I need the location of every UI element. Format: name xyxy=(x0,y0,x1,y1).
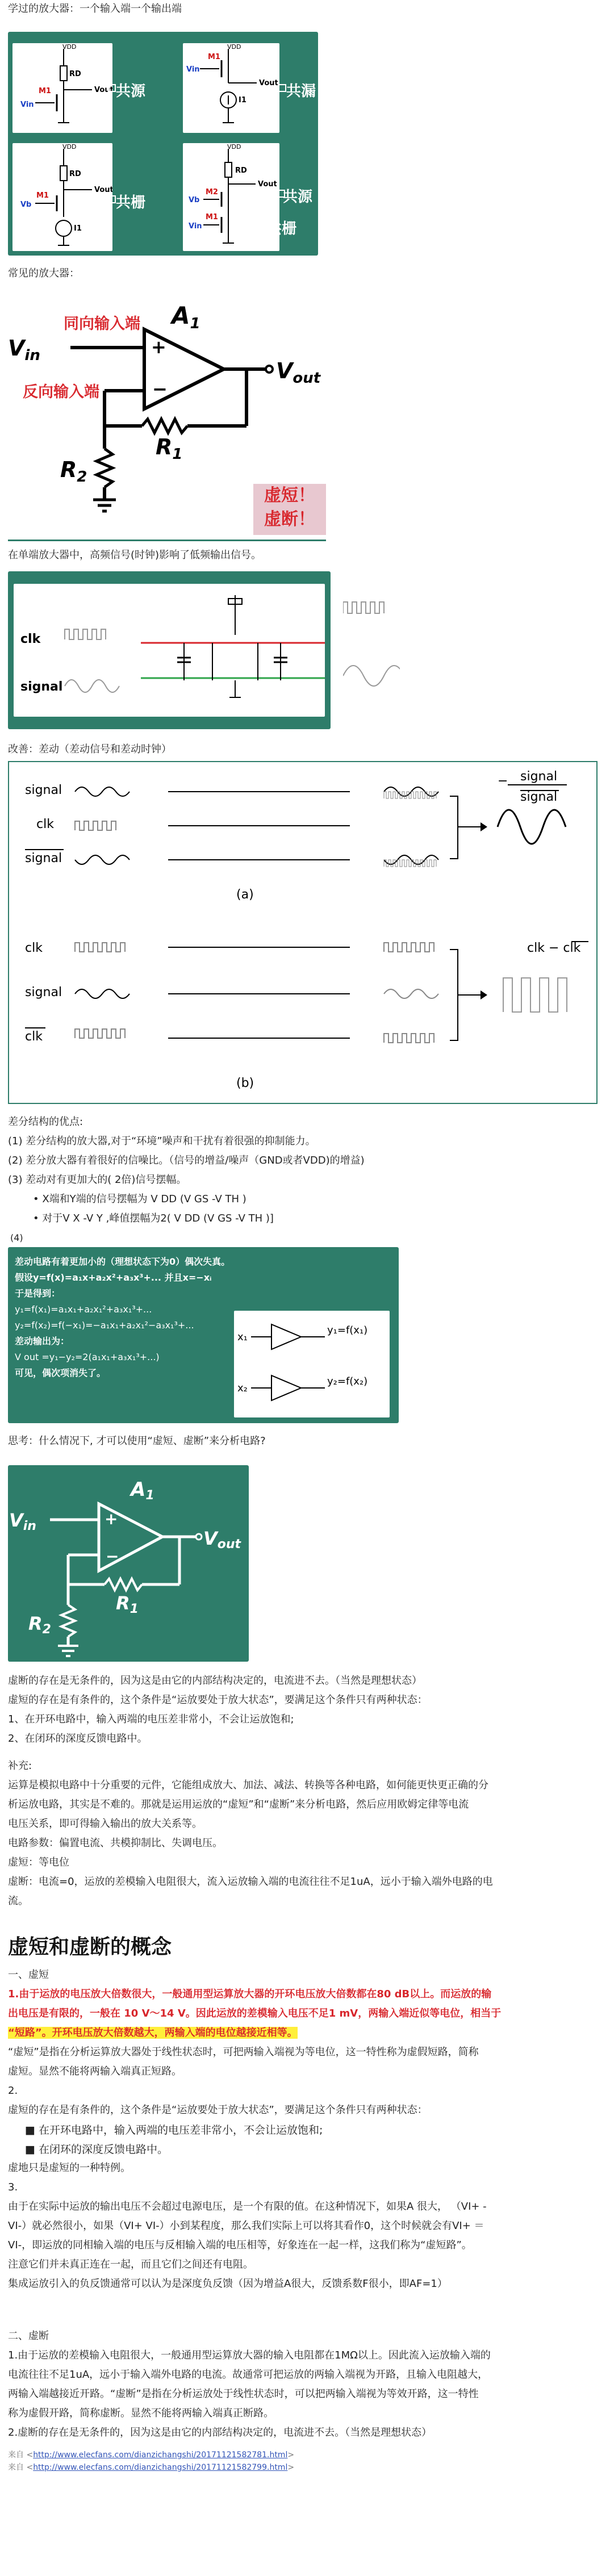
vs-number-2: 2. xyxy=(8,2085,18,2097)
distortion-derivation xyxy=(15,1254,230,1381)
virtual-open-text: 虚断！ xyxy=(264,509,315,529)
m1-label: M1 xyxy=(39,87,51,95)
a1-label: A1 xyxy=(172,302,200,332)
vs-para-2c xyxy=(25,2141,168,2156)
minus-icon: − xyxy=(498,774,508,788)
minus-sign: − xyxy=(152,378,168,400)
bullet-icon: ■ xyxy=(25,2124,39,2136)
vo-para-1c: 两输入端越接近开路。“虚断”是指在分析运放处于线性状态时，可以把两输入端视为等效开路，这一特性 xyxy=(8,2388,479,2400)
vs-para-2c-text: 在闭环的深度反馈电路中。 xyxy=(39,2143,169,2156)
eq-bottom-label: signal xyxy=(520,790,558,804)
vout-label: $V_{out}$ xyxy=(276,358,321,387)
vout-label: Vout xyxy=(203,1528,241,1552)
source-1-link[interactable]: http://www.elecfans.com/dianzichangshi/20171121582781.html xyxy=(33,2450,288,2460)
source-1-label: 来自 < xyxy=(8,2450,34,2460)
vdd-label: VDD xyxy=(62,43,77,51)
advantage-1: (1) 差分结构的放大器,对于“环境”噪声和干扰有着很强的抑制能力。 xyxy=(8,1135,316,1147)
rd-label: RD xyxy=(235,166,247,175)
single-ended-amplifier-panel xyxy=(8,32,318,256)
vdd-label: VDD xyxy=(62,143,77,150)
cascode-label-cs: 共源 xyxy=(283,189,313,206)
heading-single-ended-clock: 在单端放大器中，高频信号(时钟)影响了低频输出信号。 xyxy=(8,549,262,561)
heading-differential: 改善：差动（差动信号和差动时钟） xyxy=(8,743,172,755)
clock-coupling-schematic xyxy=(14,584,325,717)
vo-para-1d: 称为虚假开路，简称虚断。显然不能将两输入端真正断路。 xyxy=(8,2407,274,2419)
vs-para-1d: “虚短”是指在分析运算放大器处于线性状态时，可把两输入端视为等电位，这一特性称为虚假短路，简称 xyxy=(8,2046,479,2058)
bullet-icon: ■ xyxy=(25,2143,39,2156)
rd-label: RD xyxy=(69,70,81,78)
derivation-line: V out =y₁−y₂=2(a₁x₁+a₃x₁³+...) xyxy=(15,1352,160,1362)
vs-para-2b-text: 在开环电路中，输入两端的电压差非常小，不会让运放饱和; xyxy=(39,2124,323,2136)
advantage-2: (2) 差分放大器有着很好的信噪比。（信号的增益/噪声（GND或者VDD)的增益) xyxy=(8,1155,365,1166)
supplement-para-1a: 运算是模拟电路中十分重要的元件，它能组成放大、加法、减法、转换等各种电路，如何能更快更正确的分 xyxy=(8,1779,488,1791)
virtual-open-definition: 虚断：电流=0，运放的差模输入电阻很大，流入运放输入端的电流往往不足1uA，远小于输入端外电路的电 xyxy=(8,1876,493,1888)
vs-para-3a: 由于在实际中运放的输出电压不会超过电源电压，是一个有限的值。在这种情况下，如果A 很大， （VI+ - xyxy=(8,2201,487,2213)
supplement-para-1c: 电压关系，即可得输入输出的放大关系等。 xyxy=(8,1818,202,1830)
signal-a2-label: signal xyxy=(25,851,62,865)
r1-label: $R_1$ xyxy=(156,434,183,463)
clk-diff-label: clk − clk xyxy=(527,941,581,955)
cascode-diagram xyxy=(183,143,279,251)
vdd-label: VDD xyxy=(227,143,241,150)
derivation-line: 假设y=f(x)=a₁x+a₂x²+a₃x³+... 并且x=−xᵢ xyxy=(15,1272,212,1283)
vs-para-1a-text: 1.由于运放的电压放大倍数很大，一般通用型运算放大器的开环电压放大倍数都在80 dB以上。而运放的输 xyxy=(8,1988,492,2000)
derivation-line: y₂=f(x₂)=f(−x₁)=−a₁x₁+a₂x₁²−a₃x₁³+... xyxy=(15,1320,194,1331)
differential-waveforms xyxy=(9,762,596,1103)
vs-para-3e: 集成运放引入的负反馈通常可以认为是深度负反馈（因为增益A很大，反馈系数F很小，即AF=1） xyxy=(8,2278,448,2290)
x2-label: x₂ xyxy=(237,1382,248,1394)
opamp-schematic xyxy=(8,1465,249,1662)
source-2-end: > xyxy=(287,2463,295,2472)
vs-para-3c: VI-，即运放的同相输入端的电压与反相输入端的电压相等，好象连在一起一样，这我们称为“虚短路”。 xyxy=(8,2239,472,2251)
circuit-parameters: 电路参数：偏置电流、共模抑制比、失调电压。 xyxy=(8,1837,223,1849)
signal-b-label: signal xyxy=(25,985,62,1000)
vs-para-1e: 虚短。显然不能将两输入端真正短路。 xyxy=(8,2065,182,2077)
vin-label: Vin xyxy=(186,65,200,74)
m1-label: M1 xyxy=(206,213,218,221)
source-2-label: 来自 < xyxy=(8,2463,34,2472)
vs-para-1a xyxy=(8,1987,491,2002)
m2-label: M2 xyxy=(206,188,218,196)
supplement-para-1b: 析运放电路，其实是不难的。那就是运用运放的“虚短”和“虚断”来分析电路，然后应用欧姆定律等电流 xyxy=(8,1799,469,1810)
checkbox-icon xyxy=(277,190,285,198)
heading-advantages: 差分结构的优点: xyxy=(8,1116,83,1128)
subheading-virtual-open: 二、虚断 xyxy=(8,2330,49,2342)
heading-common-amplifiers: 常见的放大器： xyxy=(8,267,80,279)
bullet-icon: • xyxy=(33,1193,43,1205)
signal-a1-label: signal xyxy=(25,783,62,797)
vdd-label: VDD xyxy=(227,43,241,51)
amplifier-pair-diagram xyxy=(234,1311,390,1417)
clock-coupling-diagram xyxy=(14,584,325,717)
common-source-label: 共源 xyxy=(116,83,146,100)
vout-label: Vout xyxy=(258,180,277,189)
clock-coupling-panel xyxy=(8,571,331,729)
checkbox-icon xyxy=(278,84,286,92)
divider xyxy=(8,540,326,541)
vo-para-2: 2.虚断的存在是无条件的，因为这是由它的内部结构决定的，电流进不去。（当然是理想状态） xyxy=(8,2427,432,2439)
common-gate-schematic xyxy=(12,143,112,251)
vo-para-1a: 1.由于运放的差模输入电阻很大，一般通用型运算放大器的输入电阻都在1MΩ以上。因此流入运放输入端的 xyxy=(8,2349,491,2361)
a1-label: A1 xyxy=(131,1478,154,1503)
virtual-short-definition: 虚短：等电位 xyxy=(8,1856,69,1868)
clk-a-label: clk xyxy=(36,817,54,831)
common-drain-diagram xyxy=(183,43,279,133)
vin-label: $V_{in}$ xyxy=(8,336,40,364)
bullet-icon: • xyxy=(33,1212,43,1224)
inverting-input-label: 反向输入端 xyxy=(23,383,99,401)
common-gate-diagram xyxy=(12,143,112,251)
vin-label: Vin xyxy=(20,101,34,109)
vs-para-1c-text: “短路”。开环电压放大倍数越大，两输入端的电位越接近相等。 xyxy=(8,2027,298,2039)
common-drain-schematic xyxy=(183,43,279,133)
rd-label: RD xyxy=(69,170,81,178)
bullet-text: 对于V X -V Y ,峰值摆幅为2( V DD (V GS -V TH )] xyxy=(42,1212,274,1224)
m1-label: M1 xyxy=(36,191,49,200)
source-1-end: > xyxy=(287,2450,295,2460)
vs-para-3d: 注意它们并未真正连在一起，而且它们之间还有电阻。 xyxy=(8,2259,253,2270)
caption-a: (a) xyxy=(236,888,254,902)
source-2-link[interactable]: http://www.elecfans.com/dianzichangshi/20171121582799.html xyxy=(33,2463,288,2472)
even-order-distortion-panel xyxy=(8,1247,399,1423)
derivation-line: 差动输出为： xyxy=(15,1336,70,1346)
signal-label: signal xyxy=(20,680,63,694)
r2-label: $R_2$ xyxy=(60,457,87,486)
differential-figure xyxy=(8,761,598,1104)
vs-para-1b xyxy=(8,2006,501,2022)
virtual-short-text: 虚短！ xyxy=(264,486,315,505)
virtual-open-unconditional: 虚断的存在是无条件的，因为这是由它的内部结构决定的，电流进不去。（当然是理想状态） xyxy=(8,1675,422,1687)
amplifier-pair-schematic xyxy=(234,1311,390,1417)
derivation-line: 于是得到： xyxy=(15,1288,61,1299)
source-2 xyxy=(8,2461,294,2473)
checkbox-icon xyxy=(108,84,116,92)
common-gate-label: 共栅 xyxy=(116,194,146,211)
r2-label: R2 xyxy=(28,1613,51,1637)
vin-label: Vin xyxy=(189,222,202,231)
plus-sign: + xyxy=(151,336,166,358)
vs-para-2d: 虚地只是虚短的一种特例。 xyxy=(8,2162,131,2174)
condition-2: 2、在闭环的深度反馈电路中。 xyxy=(8,1733,148,1745)
subheading-virtual-short: 一、虚短 xyxy=(8,1969,49,1981)
x1-label: x₁ xyxy=(237,1331,248,1343)
derivation-line: 可见，偶次项消失了。 xyxy=(15,1368,106,1378)
vout-label: Vout xyxy=(259,79,278,87)
caption-b: (b) xyxy=(236,1076,254,1090)
cascode-schematic xyxy=(183,143,279,251)
output-waveforms xyxy=(343,591,400,704)
source-1 xyxy=(8,2449,294,2460)
vs-para-1c xyxy=(8,2025,298,2041)
clk-b2-label: clk xyxy=(25,1030,43,1044)
vs-para-2b xyxy=(25,2122,323,2137)
vs-para-2a: 虚短的存在是有条件的，这个条件是“运放要处于放大状态”，要满足这个条件只有两种状态： xyxy=(8,2104,428,2116)
i1-label: I1 xyxy=(239,96,246,104)
advantage-3: (3) 差动对有更加大的( 2倍)信号摆幅。 xyxy=(8,1174,187,1186)
m1-label: M1 xyxy=(208,53,220,61)
minus-sign: − xyxy=(106,1547,119,1566)
clk-label: clk xyxy=(20,632,41,646)
vs-para-3b: VI-）就必然很小，如果（VI+ VI-）小到某程度，那么我们实际上可以将其看作0，这个时候就会有VI+ ＝ xyxy=(8,2220,484,2232)
y2-label: y₂=f(x₂) xyxy=(327,1375,368,1387)
vs-para-1b-text: 出电压是有限的，一般在 10 V～14 V。因此运放的差模输入电压不足1 mV，两输入端近似等电位，相当于 xyxy=(8,2008,502,2019)
vout-label: Vout xyxy=(94,186,112,194)
cascode-label-cg: 共栅 xyxy=(267,220,297,237)
checkbox-icon xyxy=(108,195,116,203)
vb-label: Vb xyxy=(20,200,32,209)
virtual-short-open-badge xyxy=(253,484,326,535)
vin-label: Vin xyxy=(9,1509,36,1533)
virtual-open-definition-cont: 流。 xyxy=(8,1895,28,1907)
condition-1: 1、在开环电路中，输入两端的电压差非常小，不会让运放饱和; xyxy=(8,1713,294,1725)
question-virtual-short: 思考：什么情况下, 才可以使用“虚短、虚断”来分析电路? xyxy=(8,1435,266,1447)
vout-label: Vout xyxy=(94,86,112,94)
r1-label: R1 xyxy=(116,1592,139,1616)
vo-para-1b: 电流往往不足1uA，远小于输入端外电路的电流。故通常可把运放的两输入端视为开路，且输入电阻越大， xyxy=(8,2369,488,2381)
opamp-panel xyxy=(8,1465,249,1662)
advantage-4: (4) xyxy=(10,1232,23,1243)
y1-label: y₁=f(x₁) xyxy=(327,1324,368,1336)
vs-number-3: 3. xyxy=(8,2181,18,2193)
bullet-text: X端和Y端的信号摆幅为 V DD (V GS -V TH ) xyxy=(42,1193,246,1205)
vb-label: Vb xyxy=(189,196,200,204)
heading-learned-amplifiers: 学过的放大器：一个输入端一个输出端 xyxy=(8,3,182,15)
concept-title: 虚短和虚断的概念 xyxy=(8,1935,172,1959)
clk-b1-label: clk xyxy=(25,941,43,955)
i1-label: I1 xyxy=(74,224,82,233)
common-drain-label: 共漏 xyxy=(286,83,316,100)
advantage-3-bullet-2 xyxy=(33,1211,274,1227)
derivation-line: 差动电路有着更加小的（理想状态下为0）偶次失真。 xyxy=(15,1256,231,1267)
common-source-diagram xyxy=(12,43,112,133)
supplement-label: 补充: xyxy=(8,1760,32,1772)
noninverting-input-label: 同向输入端 xyxy=(64,315,140,333)
common-source-schematic xyxy=(12,43,112,133)
advantage-3-bullet-1 xyxy=(33,1191,246,1207)
virtual-short-conditional: 虚短的存在是有条件的，这个条件是“运放要处于放大状态”，要满足这个条件只有两种状态： xyxy=(8,1694,428,1706)
derivation-line: y₁=f(x₁)=a₁x₁+a₂x₁²+a₃x₁³+... xyxy=(15,1304,152,1315)
plus-sign: + xyxy=(105,1509,118,1528)
eq-top-label: signal xyxy=(520,770,558,784)
